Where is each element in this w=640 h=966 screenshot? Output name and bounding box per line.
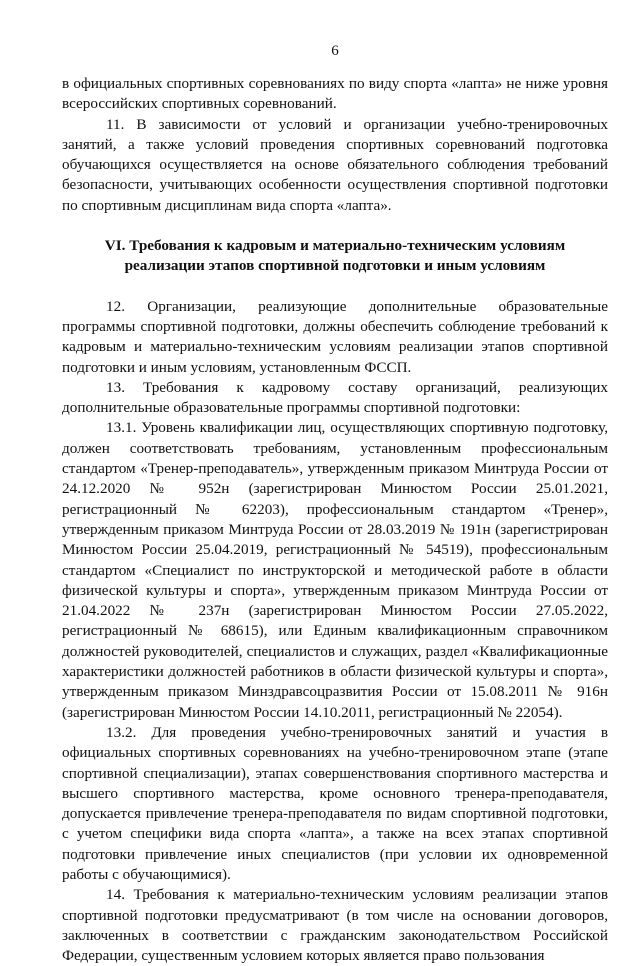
paragraph-13-2: 13.2. Для проведения учебно-тренировочных занятий и участия в официальных спортивных соревнованиях на учебно-тренировочном этапе (этапе спортивной специализации), этапах совершенствования спортивного мастерства и высшего спортивного мастерства, кроме основного тренера-преподавателя, допускается привлечение тренера-преподавателя по видам спортивной подготовки, с учетом специфики вида спорта «лапта», а также на всех этапах спортивной подготовки привлечение иных специалистов (при условии их одновременной работы с обучающимися).: [62, 723, 608, 883]
paragraph-14: 14. Требования к материально-техническим условиям реализации этапов спортивной подготовки предусматривают (в том числе на основании договоров, заключенных в соответствии с гражданским законодательством Российской Федерации, существенным условием которых является право пользования: [62, 886, 608, 965]
paragraph-continuation: в официальных спортивных соревнованиях по виду спорта «лапта» не ниже уровня всероссийских спортивных соревнований.: [62, 75, 608, 113]
paragraph-12: 12. Организации, реализующие дополнительные образовательные программы спортивной подготовки, должны обеспечить соблюдение требований к кадровым и материально-техническим условиям реализации этапов спортивной подготовки и иным условиям, установленным ФССП.: [62, 297, 608, 376]
paragraph-13-1: 13.1. Уровень квалификации лиц, осуществляющих спортивную подготовку, должен соответствовать требованиям, установленным профессиональным стандартом «Тренер-преподаватель», утвержденным приказом Минтруда России от 24.12.2020 № 952н (зарегистрирован Минюстом России 25.01.2021, регистрационный № 62203), профессиональным стандартом «Тренер», утвержденным приказом Минтруда России от 28.03.2019 № 191н (зарегистрирован Минюстом России 25.04.2019, регистрационный № 54519), профессиональным стандартом «Специалист по инструкторской и методической работе в области физической культуры и спорта», утвержденным приказом Минтруда России от 21.04.2022 № 237н (зарегистрирован Минюстом России 27.05.2022, регистрационный № 68615), или Единым квалификационным справочником должностей руководителей, специалистов и служащих, раздел «Квалификационные характеристики должностей работников в области физической культуры и спорта», утвержденным приказом Минздравсоцразвития России от 15.08.2011 № 916н (зарегистрирован Минюстом России 14.10.2011, регистрационный № 22054).: [62, 419, 608, 721]
section-heading: VI. Требования к кадровым и материально-техническим условиям реализации этапов спортивной подготовки и иным условиям: [104, 237, 566, 275]
paragraph-13: 13. Требования к кадровому составу организаций, реализующих дополнительные образовательные программы спортивной подготовки:: [62, 378, 608, 417]
paragraph-11: 11. В зависимости от условий и организации учебно-тренировочных занятий, а также условий проведения спортивных соревнований подготовка обучающихся осуществляется на основе обязательного соблюдения требований безопасности, учитывающих особенности осуществления спортивной подготовки по спортивным дисциплинам вида спорта «лапта».: [62, 115, 608, 214]
page-number: 6: [331, 43, 339, 59]
